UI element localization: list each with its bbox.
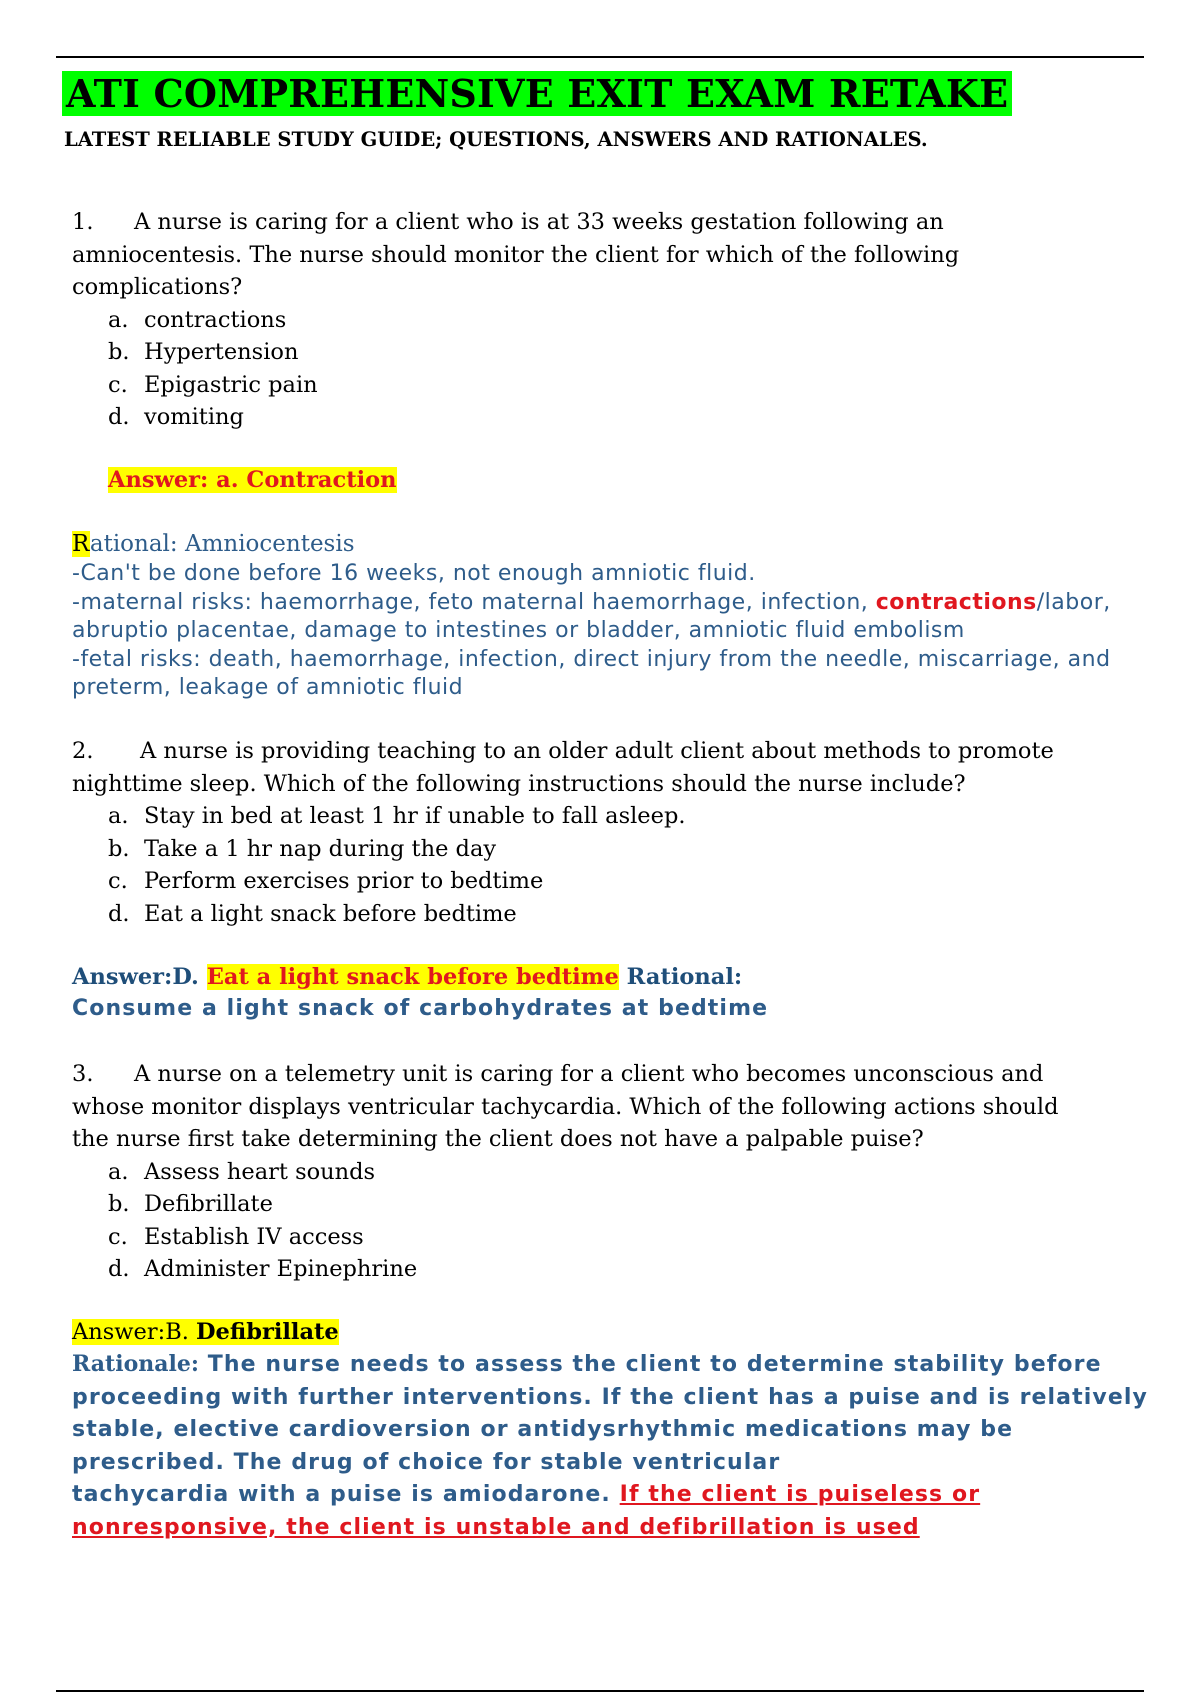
bottom-rule [56, 1690, 1144, 1692]
option-d: d. Administer Epinephrine [108, 1256, 418, 1282]
option-b: b. Defibrillate [108, 1191, 273, 1217]
rationale-line: -Can't be done before 16 weeks, not enough amniotic fluid. [72, 561, 756, 586]
question-3-stem-line: the nurse first take determining the client does not have a palpable puise? [72, 1126, 924, 1152]
question-1-stem-line: amniocentesis. The nurse should monitor the client for which of the following [72, 241, 960, 268]
option-c: c. Establish IV access [108, 1223, 364, 1250]
question-3-stem-line: whose monitor displays ventricular tachycardia. Which of the following actions should [72, 1093, 1059, 1120]
document-subtitle: LATEST RELIABLE STUDY GUIDE; QUESTIONS, ANSWERS AND RATIONALES. [64, 128, 928, 151]
question-1-rationale [72, 528, 1182, 703]
rationale-line: -fetal risks: death, haemorrhage, infection, direct injury from the needle, miscarriage, and [72, 646, 1111, 672]
answer-line: Answer:D. Eat a light snack before bedtime Rational: [72, 964, 743, 990]
question-1-options [72, 304, 1152, 434]
rationale-line: -maternal risks: haemorrhage, feto maternal haemorrhage, infection, contractions/labor, [72, 589, 1111, 615]
rationale-text: Rationale: The nurse needs to assess the client to determine stability before proceeding with further interventions. If the client has a puise and is relatively stable, elective cardioversion or antidysrhythmic medications may be prescribed. The drug of choice for stable ventricular tachycardia with a puise is amiodarone. If the client is puiseless or nonresponsive, the client is unstable and defibrillation is used [72, 1351, 1148, 1540]
question-2-stem-line: nighttime sleep. Which of the following instructions should the nurse include? [72, 770, 966, 797]
question-2-options [72, 800, 1152, 930]
question-2 [72, 735, 1152, 930]
question-1-stem-line: complications? [72, 274, 243, 300]
rationale-line: preterm, leakage of amniotic fluid [72, 675, 464, 700]
rationale-line: abruptio placentae, damage to intestines or bladder, amniotic fluid embolism [72, 618, 965, 643]
question-3 [72, 1058, 1152, 1286]
question-2-stem-line: 2. A nurse is providing teaching to an older adult client about methods to promote [72, 738, 1054, 764]
document-title: ATI COMPREHENSIVE EXIT EXAM RETAKE [62, 72, 1012, 116]
option-c: c. Epigastric pain [108, 371, 318, 398]
option-b: b. Take a 1 hr nap during the day [108, 835, 497, 862]
option-d: d. vomiting [108, 404, 244, 430]
question-3-answer [72, 1316, 1182, 1544]
answer-line: Answer:B. Defibrillate [72, 1319, 339, 1345]
question-1-stem-line: 1. A nurse is caring for a client who is at 33 weeks gestation following an [72, 209, 944, 235]
option-d: d. Eat a light snack before bedtime [108, 900, 517, 927]
question-1-answer: Answer: a. Contraction [108, 467, 397, 493]
question-1 [72, 206, 1152, 434]
option-a: a. contractions [108, 306, 287, 333]
option-a: a. Assess heart sounds [108, 1158, 376, 1185]
top-rule [56, 56, 1144, 58]
question-2-answer [72, 961, 1172, 1026]
option-c: c. Perform exercises prior to bedtime [108, 868, 544, 894]
rationale-heading: Rational: Amniocentesis [72, 531, 355, 557]
question-3-stem-line: 3. A nurse on a telemetry unit is caring for a client who becomes unconscious and [72, 1061, 1044, 1087]
rationale-text: Consume a light snack of carbohydrates at bedtime [72, 996, 769, 1021]
option-b: b. Hypertension [108, 339, 299, 365]
option-a: a. Stay in bed at least 1 hr if unable to fall asleep. [108, 803, 686, 829]
question-3-options [72, 1156, 1152, 1286]
